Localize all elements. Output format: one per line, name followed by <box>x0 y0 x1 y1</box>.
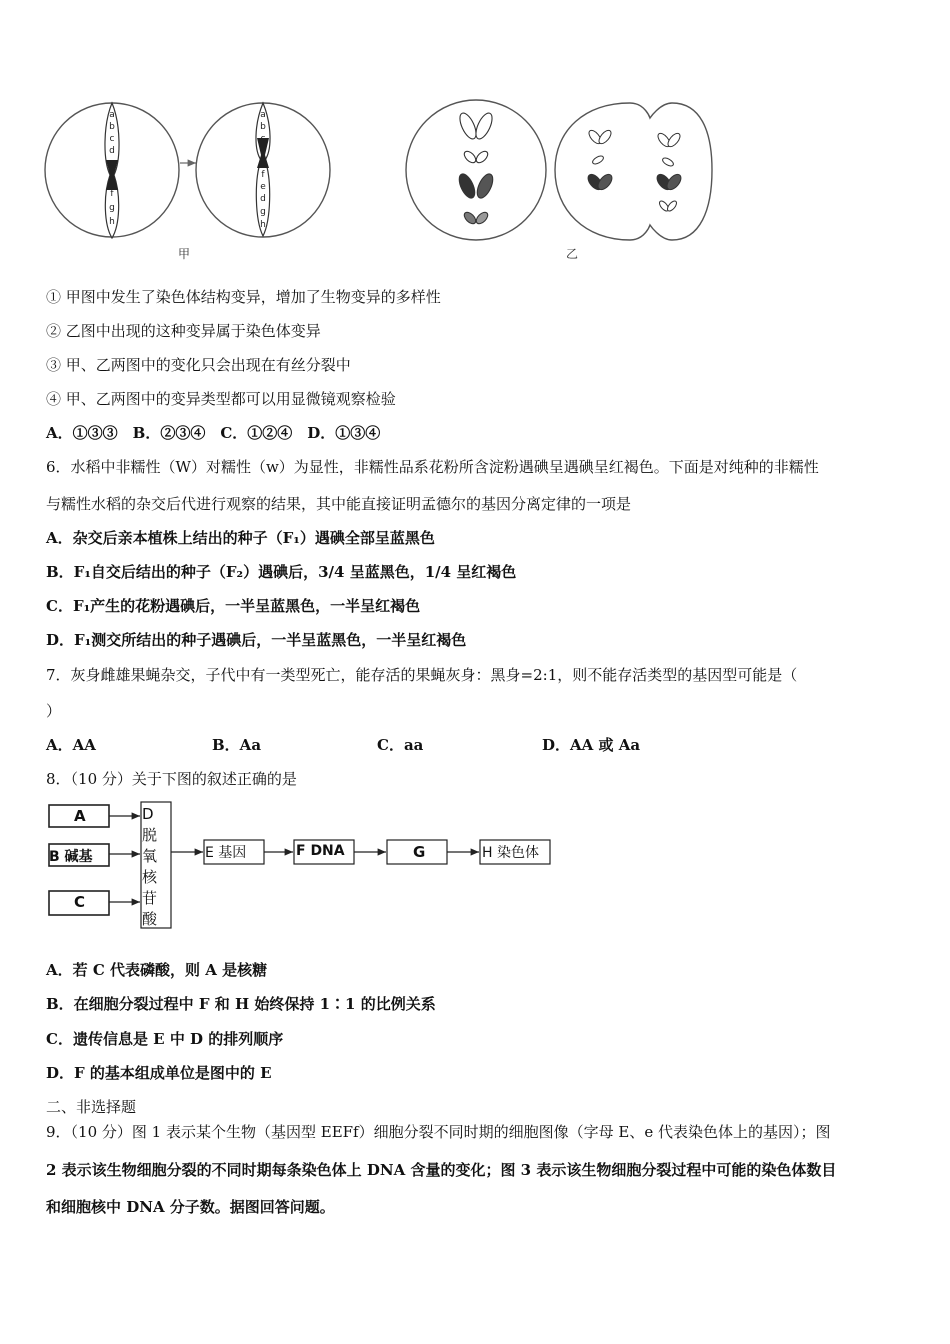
figure-label-jia: 甲 <box>178 247 191 261</box>
figure-label-yi: 乙 <box>566 247 579 261</box>
q8-option-c: C．遗传信息是 E 中 D 的排列顺序 <box>46 1030 284 1048</box>
chromosome-jia-2 <box>256 103 270 236</box>
box-h-label: H 染色体 <box>482 845 539 861</box>
gene-label: c <box>260 134 266 144</box>
chromosome-pairs-yi-1 <box>456 111 496 226</box>
cell-yi-1 <box>406 100 546 240</box>
q7-option-c: C．aa <box>377 736 424 754</box>
q9-line3: 和细胞核中 DNA 分子数。据图回答问题。 <box>46 1198 335 1216</box>
chromosomes-yi-2 <box>585 128 683 212</box>
box-f-label: F DNA <box>296 843 345 859</box>
cell-yi-2 <box>555 103 712 240</box>
q8-flow-diagram <box>40 798 600 933</box>
q9-line2: 2 表示该生物细胞分裂的不同时期每条染色体上 DNA 含量的变化；图 3 表示该生物细胞分裂过程中可能的染色体数目 <box>46 1161 837 1179</box>
gene-label: b <box>109 122 115 132</box>
box-c-label: C <box>74 893 86 911</box>
q5-statement-4: ④ 甲、乙两图中的变异类型都可以用显微镜观察检验 <box>46 390 396 408</box>
chromosome-variation-figure <box>0 0 950 270</box>
q5-options: A．①③③ B．②③④ C．①②④ D．①③④ <box>46 424 381 442</box>
box-b-label: B 碱基 <box>49 849 93 865</box>
q6-option-b: B．F₁自交后结出的种子（F₂）遇碘后，3/4 呈蓝黑色，1/4 呈红褐色 <box>46 563 517 581</box>
section-title: 二、非选择题 <box>46 1098 137 1116</box>
q7-option-a: A．AA <box>46 736 96 754</box>
gene-label: g <box>109 203 115 213</box>
gene-label: g <box>260 207 266 217</box>
gene-label: c <box>109 134 115 144</box>
q8-option-b: B．在细胞分裂过程中 F 和 H 始终保持 1∶1 的比例关系 <box>46 995 436 1013</box>
box-a-label: A <box>74 807 86 825</box>
box-g-label: G <box>413 843 426 861</box>
q6-stem-line2: 与糯性水稻的杂交后代进行观察的结果，其中能直接证明孟德尔的基因分离定律的一项是 <box>46 495 632 513</box>
gene-label: e <box>109 159 115 169</box>
q8-stem: 8．（10 分）关于下图的叙述正确的是 <box>46 770 297 788</box>
gene-label: f <box>261 170 265 180</box>
q7-option-d: D．AA 或 Aa <box>542 736 641 754</box>
gene-label: h <box>109 217 115 227</box>
q5-statement-3: ③ 甲、乙两图中的变化只会出现在有丝分裂中 <box>46 356 351 374</box>
gene-label: e <box>260 182 266 192</box>
q7-option-b: B．Aa <box>212 736 262 754</box>
box-d-label: D 脱氧核苷酸 <box>142 805 158 928</box>
box-e-label: E 基因 <box>205 845 247 861</box>
q6-option-c: C．F₁产生的花粉遇碘后，一半呈蓝黑色，一半呈红褐色 <box>46 597 421 615</box>
q7-stem-line2: ） <box>46 702 62 720</box>
gene-label: b <box>260 122 266 132</box>
q8-option-a: A．若 C 代表磷酸，则 A 是核糖 <box>46 961 268 979</box>
gene-label: h <box>260 220 266 230</box>
q7-stem-line1: 7．灰身雌雄果蝇杂交，子代中有一类型死亡，能存活的果蝇灰身：黑身=2:1，则不能存活类型的基因型可能是（ <box>46 666 798 684</box>
gene-label: a <box>109 110 115 120</box>
gene-label: a <box>260 110 266 120</box>
q6-stem-line1: 6．水稻中非糯性（W）对糯性（w）为显性，非糯性品系花粉所含淀粉遇碘呈遇碘呈红褐色。下面是对纯种的非糯性 <box>46 458 819 476</box>
q5-statement-1: ① 甲图中发生了染色体结构变异，增加了生物变异的多样性 <box>46 288 441 306</box>
gene-label: d <box>260 194 266 204</box>
gene-label: f <box>110 189 114 199</box>
chromosome-jia-1 <box>105 103 119 238</box>
q6-option-d: D．F₁测交所结出的种子遇碘后，一半呈蓝黑色，一半呈红褐色 <box>46 631 467 649</box>
q6-option-a: A．杂交后亲本植株上结出的种子（F₁）遇碘全部呈蓝黑色 <box>46 529 435 547</box>
q8-option-d: D．F 的基本组成单位是图中的 E <box>46 1064 272 1082</box>
gene-label: d <box>109 146 115 156</box>
q5-statement-2: ② 乙图中出现的这种变异属于染色体变异 <box>46 322 321 340</box>
q9-line1: 9．（10 分）图 1 表示某个生物（基因型 EEFf）细胞分裂不同时期的细胞图像（字母 E、e 代表染色体上的基因）；图 <box>46 1123 831 1141</box>
